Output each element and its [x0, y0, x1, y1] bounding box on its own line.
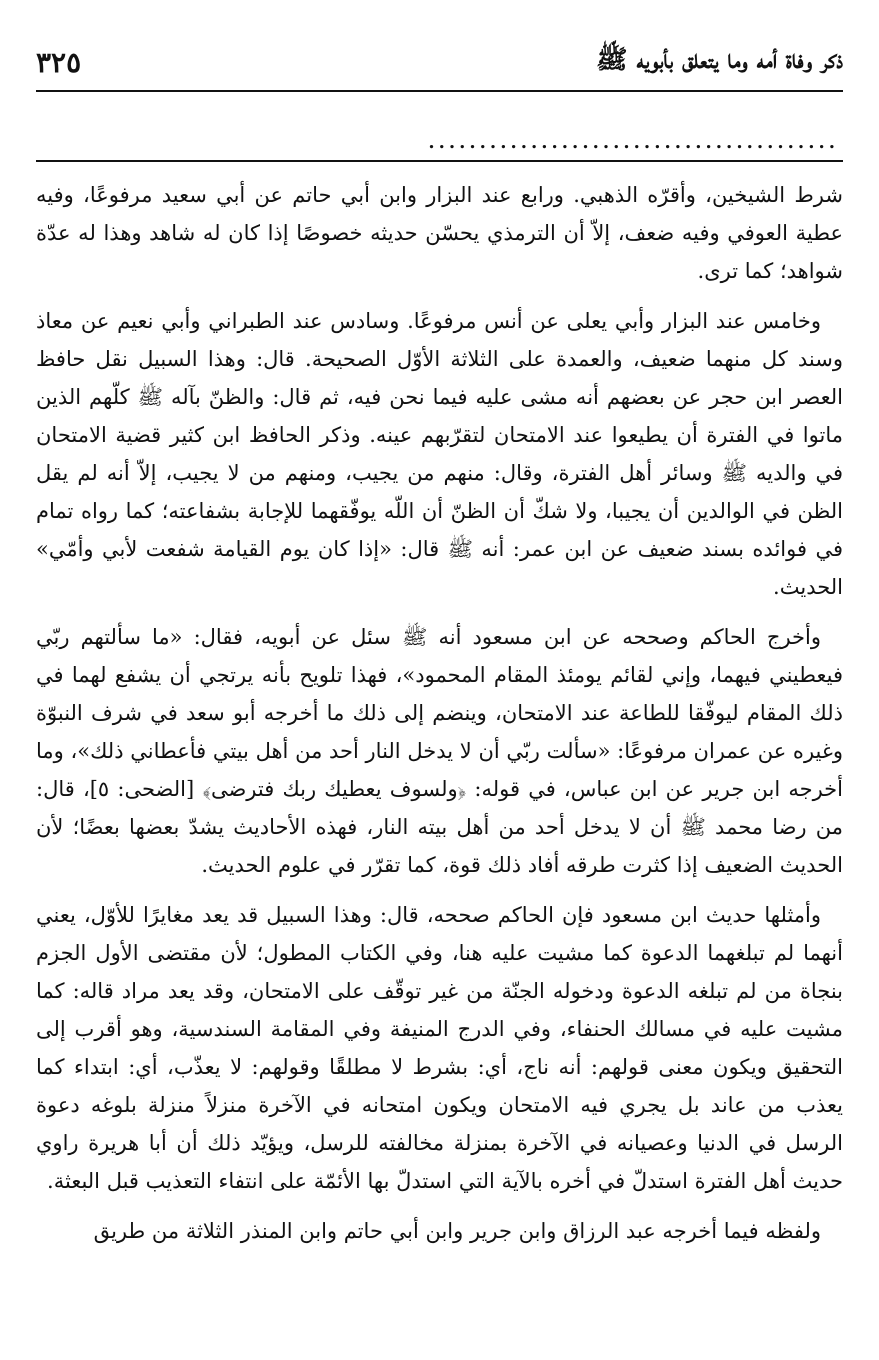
page-header [36, 34, 843, 90]
body-text [36, 176, 843, 1262]
paragraph: شرط الشيخين، وأقرّه الذهبي. ورابع عند البزار وابن أبي حاتم عن أبي سعيد مرفوعًا، وفيه عطية العوفي وفيه ضعف، إلاّ أن الترمذي يحسّن حديثه خصوصًا إذا كان له شاهد وهذا له عدّة شواهد؛ كما ترى. [36, 183, 843, 283]
paragraph: وأمثلها حديث ابن مسعود فإن الحاكم صححه، قال: وهذا السبيل قد يعد مغايرًا للأوّل، يعني أنهما لم تبلغهما الدعوة كما مشيت عليه هنا، وفي الكتاب المطول؛ لأن مقتضى الأول الجزم بنجاة من لم تبلغه الدعوة ودخوله الجنّة من غير توقّف على الامتحان، وقد يعد مراد قاله: كما مشيت عليه في مسالك الحنفاء، وفي الدرج المنيفة وفي المقامة السندسية، وهو أقرب إلى التحقيق ويكون معنى قولهم: أنه ناج، أي: بشرط لا مطلقًا وقولهم: لا يعذّب، أي: ابتداء كما يعذب من عاند بل يجري فيه الامتحان ويكون امتحانه في الآخرة منزلاً منزلة بلوغه دعوة الرسل في الدنيا وعصيانه في الآخرة بمنزلة مخالفته للرسل، ويؤيّد ذلك أن أبا هريرة راوي حديث أهل الفترة استدلّ في أخره بالآية التي استدلّ بها الأئمّة على انتفاء التعذيب قبل البعثة. [36, 903, 843, 1193]
page-number: ٣٢٥ [36, 45, 82, 79]
running-title: ذكر وفاة أمه وما يتعلق بأبويه ﷺ [596, 45, 843, 75]
header-rule [36, 90, 843, 92]
footnote-continuation-dots: ........................................ [428, 132, 839, 153]
paragraph: ولفظه فيما أخرجه عبد الرزاق وابن جرير وابن أبي حاتم وابن المنذر الثلاثة من طريق [93, 1219, 821, 1243]
separator-rule [36, 160, 843, 162]
paragraph: وأخرج الحاكم وصححه عن ابن مسعود أنه ﷺ سئل عن أبويه، فقال: «ما سألتهم ربّي فيعطيني فيهما، وإني لقائم يومئذ المقام المحمود»، فهذا تلويح بأنه يرتجي أن يشفع لهما في ذلك المقام ليوفّقا للطاعة عند الامتحان، وينضم إلى ذلك ما أخرجه أبو سعد في شرف النبوّة وغيره عن عمران مرفوعًا: «سألت ربّي أن لا يدخل النار أحد من أهل بيتي فأعطاني ذلك»، وما أخرجه ابن جرير عن ابن عباس، في قوله: ﴿ولسوف يعطيك ربك فترضى﴾ [الضحى: ٥]، قال: من رضا محمد ﷺ أن لا يدخل أحد من أهل بيته النار، فهذه الأحاديث يشدّ بعضها بعضًا؛ لأن الحديث الضعيف إذا كثرت طرقه أفاد ذلك قوة، كما تقرّر في علوم الحديث. [36, 625, 843, 877]
paragraph: وخامس عند البزار وأبي يعلى عن أنس مرفوعًا. وسادس عند الطبراني وأبي نعيم عن معاذ وسند كل منهما ضعيف، والعمدة على الثلاثة الأوّل الصحيحة. قال: وهذا السبيل نقل حافظ العصر ابن حجر عن بعضهم أنه مشى عليه فيما نحن فيه، ثم قال: والظنّ بآله ﷺ كلّهم الذين ماتوا في الفترة أن يطيعوا عند الامتحان لتقرّبهم عينه. وذكر الحافظ ابن كثير قضية الامتحان في والديه ﷺ وسائر أهل الفترة، وقال: منهم من يجيب، ومنهم من لا يجيب، إلاّ أنه لم يقل الظن في الوالدين أن يجيبا، ولا شكّ أن الظنّ أن اللّه يوفّقهما للإجابة بشفاعته؛ كما رواه تمام في فوائده بسند ضعيف عن ابن عمر: أنه ﷺ قال: «إذا كان يوم القيامة شفعت لأبي وأمّي» الحديث. [36, 309, 843, 599]
